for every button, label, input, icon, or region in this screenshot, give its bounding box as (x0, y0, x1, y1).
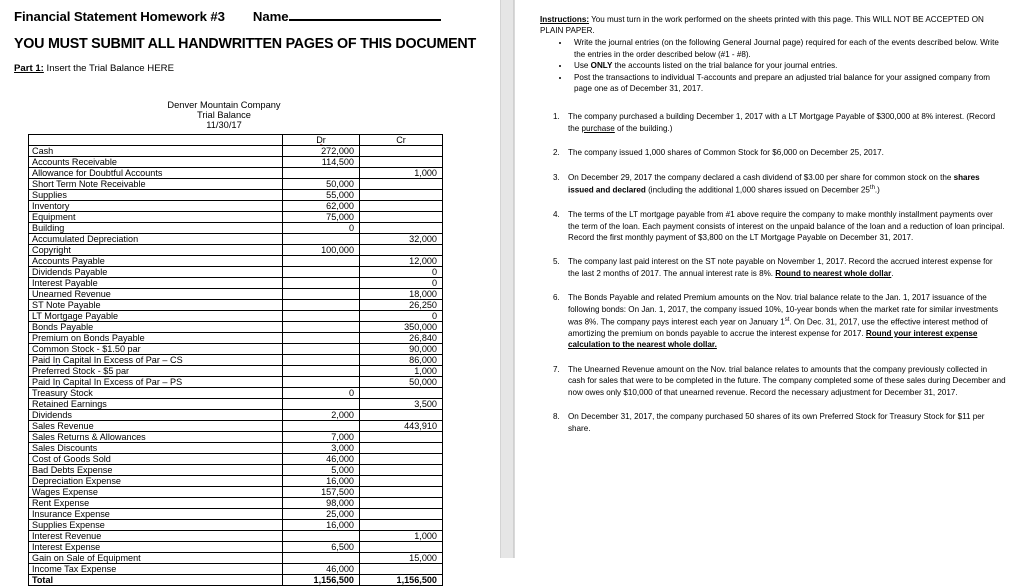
table-row (29, 222, 443, 233)
table-row (29, 376, 443, 387)
table-row (29, 431, 443, 442)
cell-credit: 26,840 (360, 332, 443, 343)
cell-account-name: Treasury Stock (29, 387, 283, 398)
cell-account-name: Allowance for Doubtful Accounts (29, 167, 283, 178)
cell-account-name: Accumulated Depreciation (29, 233, 283, 244)
task-item-2: 2. The company issued 1,000 shares of Common Stock for $6,000 on December 25, 2017. (562, 147, 1006, 158)
cell-account-name: Accounts Receivable (29, 156, 283, 167)
cell-account-name: Retained Earnings (29, 398, 283, 409)
cell-debit (283, 266, 360, 277)
cell-credit: 1,000 (360, 365, 443, 376)
table-row (29, 354, 443, 365)
table-row (29, 321, 443, 332)
cell-debit (283, 167, 360, 178)
instructions-bullet-list (540, 37, 1006, 94)
cell-credit (360, 387, 443, 398)
cell-account-name: Building (29, 222, 283, 233)
cell-debit: 46,000 (283, 563, 360, 574)
table-row-total (29, 574, 443, 585)
part1-instruction: Insert the Trial Balance HERE (43, 63, 174, 74)
cell-debit: 272,000 (283, 145, 360, 156)
cell-credit: 18,000 (360, 288, 443, 299)
instruction-bullet-3: • Post the transactions to individual T-accounts and prepare an adjusted trial balance for your assigned company from page one as of December 31, 2017. (570, 72, 1006, 94)
cell-account-name: Sales Returns & Allowances (29, 431, 283, 442)
cell-account-name: LT Mortgage Payable (29, 310, 283, 321)
cell-debit (283, 530, 360, 541)
cell-credit: 3,500 (360, 398, 443, 409)
company-name: Denver Mountain Company (167, 100, 281, 110)
table-row (29, 387, 443, 398)
cell-account-name: Gain on Sale of Equipment (29, 552, 283, 563)
table-row (29, 266, 443, 277)
task-item-6 (562, 292, 1006, 351)
task6-text-a: The Bonds Payable and related Premium amounts on the Nov. trial balance relate to the Jan. 1, 2017 issuance of the following bonds: On Jan. 1, 2017, the company issued 10%, 10-year bonds when the market rate for similar investments was 8%. The company pays interest each year on January 1 (568, 293, 999, 327)
cell-account-name: Preferred Stock - $5 par (29, 365, 283, 376)
cell-account-name: Bad Debts Expense (29, 464, 283, 475)
cell-account-name: Cost of Goods Sold (29, 453, 283, 464)
cell-credit (360, 409, 443, 420)
cell-account-name: Premium on Bonds Payable (29, 332, 283, 343)
cell-debit (283, 343, 360, 354)
cell-credit (360, 519, 443, 530)
table-row (29, 299, 443, 310)
task5-emphasis: Round to nearest whole dollar (775, 268, 892, 278)
table-row (29, 145, 443, 156)
trial-balance-title-block (10, 100, 438, 131)
cell-credit (360, 453, 443, 464)
cell-account-name: Total (29, 574, 283, 585)
bullet2-emphasis: ONLY (590, 61, 613, 71)
cell-account-name: Interest Payable (29, 277, 283, 288)
table-row (29, 486, 443, 497)
cell-debit (283, 332, 360, 343)
table-row (29, 365, 443, 376)
cell-account-name: Short Term Note Receivable (29, 178, 283, 189)
task1-text-a: The company purchased a building December 1, 2017 with a LT Mortgage Payable of $300,000 at 8% interest. (Record the (568, 112, 996, 133)
cell-credit: 0 (360, 277, 443, 288)
cell-debit: 16,000 (283, 519, 360, 530)
cell-debit (283, 310, 360, 321)
table-row (29, 420, 443, 431)
cell-debit (283, 354, 360, 365)
cell-credit (360, 475, 443, 486)
table-row (29, 167, 443, 178)
cell-debit: 98,000 (283, 497, 360, 508)
cell-account-name: Accounts Payable (29, 255, 283, 266)
cell-credit: 50,000 (360, 376, 443, 387)
cell-credit (360, 178, 443, 189)
cell-debit: 46,000 (283, 453, 360, 464)
cell-account-name: Supplies Expense (29, 519, 283, 530)
task3-emphasis: shares issued and declared (568, 172, 980, 195)
task-item-8: 8. On December 31, 2017, the company purchased 50 shares of its own Preferred Stock for Treasury Stock for $11 per share. (562, 411, 1006, 434)
table-row (29, 541, 443, 552)
cell-credit (360, 145, 443, 156)
cell-account-name: Paid In Capital In Excess of Par – CS (29, 354, 283, 365)
cell-credit (360, 244, 443, 255)
document-header (14, 8, 490, 24)
cell-debit (283, 255, 360, 266)
task3-text-c: (including the additional 1,000 shares issued on December 25 (645, 185, 870, 195)
task6-ordinal-suffix: st (784, 316, 790, 323)
table-row (29, 233, 443, 244)
cell-account-name: Cash (29, 145, 283, 156)
statement-date: 11/30/17 (206, 120, 242, 131)
cell-account-name: ST Note Payable (29, 299, 283, 310)
bullet2-prefix: Use (574, 61, 591, 71)
cell-debit: 0 (283, 222, 360, 233)
task-item-7: 7. The Unearned Revenue amount on the Nov. trial balance relates to amounts that the company previously collected in cash for sales that were to be completed in the future. The company completed some of these sales during December and now owes only $10,000 of that unearned revenue. Record the necessary adjustment for December 31, 2017. (562, 364, 1006, 398)
instruction-bullet-2 (570, 60, 1006, 71)
page-edge-line (514, 0, 515, 558)
cell-account-name: Wages Expense (29, 486, 283, 497)
table-row (29, 464, 443, 475)
task3-ordinal-suffix: th (869, 185, 875, 192)
task6-text-b: . On Dec. 31, 2017, use the effective interest method of amortizing the premium on bonds payable to accrue the interest expense for 2017. (568, 317, 988, 339)
cell-account-name: Unearned Revenue (29, 288, 283, 299)
cell-debit: 16,000 (283, 475, 360, 486)
cell-debit: 3,000 (283, 442, 360, 453)
cell-account-name: Interest Expense (29, 541, 283, 552)
cell-debit: 114,500 (283, 156, 360, 167)
cell-credit: 1,156,500 (360, 574, 443, 585)
table-row (29, 211, 443, 222)
cell-credit: 12,000 (360, 255, 443, 266)
table-row (29, 398, 443, 409)
table-row (29, 310, 443, 321)
submit-notice: YOU MUST SUBMIT ALL HANDWRITTEN PAGES OF THIS DOCUMENT (14, 36, 476, 52)
table-row (29, 255, 443, 266)
cell-credit (360, 431, 443, 442)
task5-text-c: . (891, 268, 894, 278)
task-item-3 (562, 172, 1006, 197)
table-row (29, 563, 443, 574)
cell-debit (283, 299, 360, 310)
instruction-bullet-1: • Write the journal entries (on the following General Journal page) required for each of the events described below. Write the entries in the order described below (#1 - #8). (570, 37, 1006, 59)
cell-credit (360, 563, 443, 574)
cell-debit: 50,000 (283, 178, 360, 189)
table-row (29, 497, 443, 508)
cell-debit (283, 365, 360, 376)
task3-text-d: .) (874, 185, 880, 195)
cell-account-name: Income Tax Expense (29, 563, 283, 574)
instructions-label: Instructions: (540, 15, 590, 24)
table-row (29, 519, 443, 530)
cell-debit: 75,000 (283, 211, 360, 222)
cell-account-name: Depreciation Expense (29, 475, 283, 486)
cell-credit: 26,250 (360, 299, 443, 310)
cell-debit (283, 321, 360, 332)
left-page (0, 0, 500, 585)
cell-account-name: Copyright (29, 244, 283, 255)
table-row (29, 277, 443, 288)
task-item-1 (562, 111, 1006, 134)
cell-debit: 2,000 (283, 409, 360, 420)
cell-credit (360, 442, 443, 453)
column-header-account (29, 134, 283, 145)
cell-debit (283, 288, 360, 299)
column-header-debit: Dr (283, 134, 360, 145)
cell-credit (360, 497, 443, 508)
part1-label: Part 1: (14, 63, 44, 74)
table-row (29, 332, 443, 343)
cell-account-name: Common Stock - $1.50 par (29, 343, 283, 354)
cell-credit (360, 156, 443, 167)
cell-credit (360, 211, 443, 222)
cell-account-name: Interest Revenue (29, 530, 283, 541)
cell-account-name: Sales Revenue (29, 420, 283, 431)
task1-text-b: of the building.) (614, 123, 673, 133)
cell-credit: 1,000 (360, 530, 443, 541)
cell-debit: 55,000 (283, 189, 360, 200)
table-row (29, 453, 443, 464)
cell-account-name: Supplies (29, 189, 283, 200)
table-row (29, 200, 443, 211)
cell-debit: 5,000 (283, 464, 360, 475)
task5-text-a: The company last paid interest on the ST note payable on November 1, 2017. Record the accrued interest expense for the last 2 months of 2017. The annual interest rate is 8%. (568, 257, 993, 278)
cell-debit: 6,500 (283, 541, 360, 552)
cell-credit: 350,000 (360, 321, 443, 332)
cell-credit (360, 541, 443, 552)
cell-credit (360, 486, 443, 497)
page-title: Financial Statement Homework #3 (14, 9, 225, 24)
cell-credit: 443,910 (360, 420, 443, 431)
cell-debit: 7,000 (283, 431, 360, 442)
table-row (29, 475, 443, 486)
instructions-paragraph (540, 14, 1006, 36)
cell-credit (360, 222, 443, 233)
task6-emphasis: Round your interest expense calculation to the nearest whole dollar. (568, 329, 978, 350)
table-row (29, 288, 443, 299)
cell-account-name: Dividends (29, 409, 283, 420)
cell-debit: 157,500 (283, 486, 360, 497)
task3-text-a: On December 29, 2017 the company declared a cash dividend of $3.00 per share for common stock on the (568, 172, 954, 182)
table-row (29, 244, 443, 255)
name-label-text: Name (252, 9, 289, 24)
task-item-5 (562, 256, 1006, 279)
table-row (29, 442, 443, 453)
cell-credit: 32,000 (360, 233, 443, 244)
statement-name: Trial Balance (197, 110, 251, 121)
cell-account-name: Bonds Payable (29, 321, 283, 332)
table-row (29, 178, 443, 189)
trial-balance-table (28, 134, 443, 586)
cell-credit: 86,000 (360, 354, 443, 365)
column-header-credit: Cr (360, 134, 443, 145)
cell-debit: 25,000 (283, 508, 360, 519)
cell-debit: 0 (283, 387, 360, 398)
cell-account-name: Inventory (29, 200, 283, 211)
cell-debit (283, 233, 360, 244)
cell-debit (283, 277, 360, 288)
table-row (29, 409, 443, 420)
cell-credit (360, 200, 443, 211)
cell-credit: 0 (360, 310, 443, 321)
cell-credit: 15,000 (360, 552, 443, 563)
table-header-row (29, 134, 443, 145)
table-body (29, 145, 443, 585)
cell-debit (283, 376, 360, 387)
name-field-label (253, 8, 442, 24)
cell-debit: 100,000 (283, 244, 360, 255)
table-row (29, 156, 443, 167)
instructions-text: You must turn in the work performed on the sheets printed with this page. This WILL NOT BE ACCEPTED ON PLAIN PAPER. (540, 15, 984, 36)
cell-account-name: Sales Discounts (29, 442, 283, 453)
cell-credit: 90,000 (360, 343, 443, 354)
cell-account-name: Rent Expense (29, 497, 283, 508)
cell-debit (283, 420, 360, 431)
page-divider (500, 0, 514, 558)
table-row (29, 530, 443, 541)
table-row (29, 189, 443, 200)
cell-account-name: Dividends Payable (29, 266, 283, 277)
cell-credit (360, 464, 443, 475)
task1-underlined-word: purchase (581, 123, 615, 133)
table-row (29, 508, 443, 519)
table-header (29, 134, 443, 145)
cell-credit: 0 (360, 266, 443, 277)
right-page (514, 0, 1024, 558)
cell-account-name: Insurance Expense (29, 508, 283, 519)
cell-credit (360, 189, 443, 200)
task-item-4: 4. The terms of the LT mortgage payable from #1 above require the company to make monthly installment payments over the term of the loan. Each payment consists of interest on the unpaid balance of the loan and a reduction of loan principal. Record the first monthly payment of $3,800 on the LT Mortgage Payable on December 31, 2017. (562, 209, 1006, 243)
cell-debit (283, 398, 360, 409)
cell-debit: 1,156,500 (283, 574, 360, 585)
name-blank-line[interactable] (289, 8, 441, 21)
cell-debit: 62,000 (283, 200, 360, 211)
cell-credit (360, 508, 443, 519)
bullet2-suffix: the accounts listed on the trial balance for your journal entries. (612, 61, 838, 71)
task-list (540, 111, 1006, 434)
cell-credit: 1,000 (360, 167, 443, 178)
cell-account-name: Paid In Capital In Excess of Par – PS (29, 376, 283, 387)
table-row (29, 343, 443, 354)
cell-account-name: Equipment (29, 211, 283, 222)
part1-heading (14, 63, 490, 74)
